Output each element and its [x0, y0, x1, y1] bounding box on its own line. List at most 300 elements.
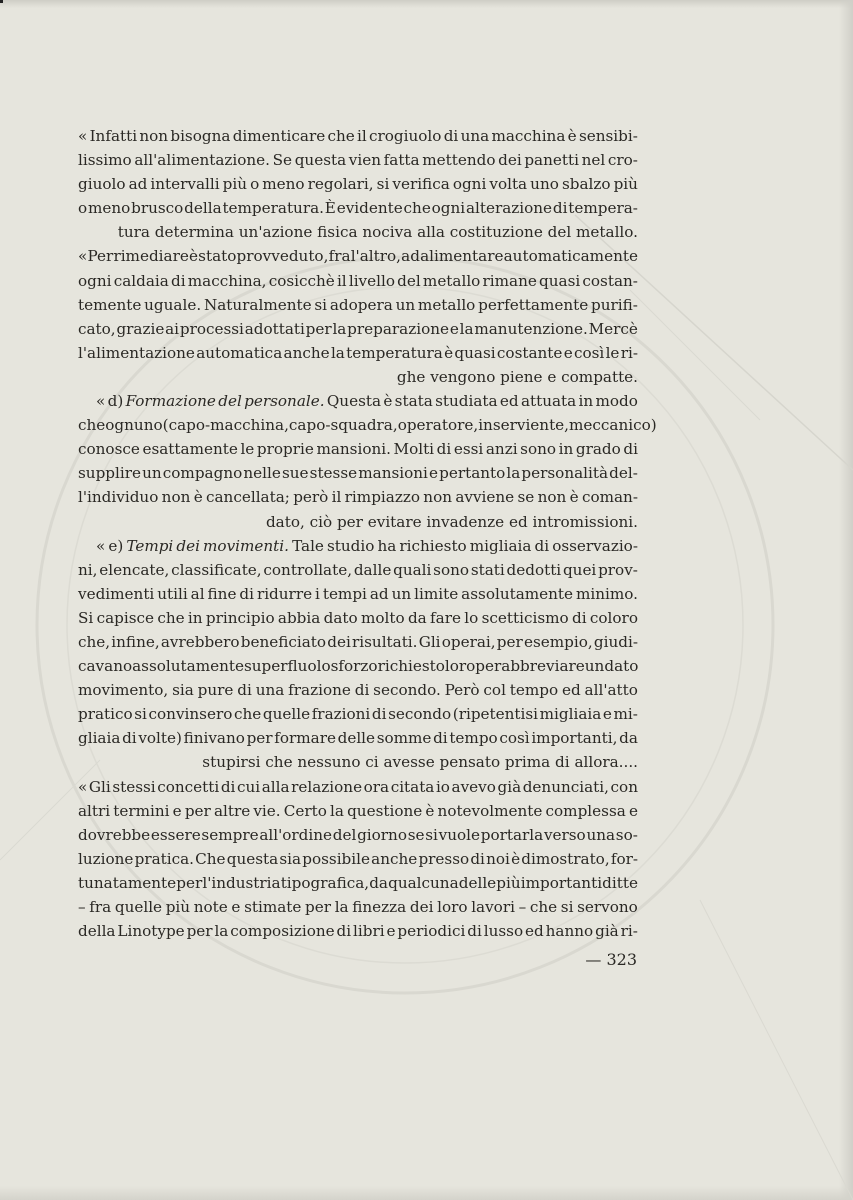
word: Si — [78, 608, 94, 627]
text-line — [78, 534, 638, 558]
word: adopera — [329, 295, 393, 314]
word: richiesto — [399, 536, 467, 555]
word: rimediare — [113, 247, 189, 266]
text-line — [78, 413, 657, 437]
word: vuole — [438, 825, 480, 844]
word: proprie — [256, 440, 314, 459]
word: verso — [543, 825, 586, 844]
word: secondo — [388, 705, 452, 724]
text-line — [78, 895, 638, 919]
word: qualcuna — [388, 873, 459, 892]
word: attuata — [520, 392, 577, 411]
word: capisce — [96, 608, 155, 627]
word: con — [610, 777, 638, 796]
word: pertanto — [439, 464, 506, 483]
word: ridurre — [256, 584, 313, 603]
word: tunatamente — [78, 873, 177, 892]
text-line — [78, 582, 638, 606]
word: anche — [283, 343, 330, 362]
word: all'atto — [584, 681, 638, 700]
word: tempo — [509, 681, 559, 700]
word: ri- — [620, 343, 638, 362]
word: sue — [281, 464, 309, 483]
word: rimane — [482, 271, 537, 290]
word: classificate, — [171, 560, 262, 579]
word: mi- — [613, 705, 638, 724]
text-line — [78, 317, 638, 341]
word: ad — [369, 584, 389, 603]
text-line — [78, 630, 638, 654]
word: anche — [371, 849, 418, 868]
word: la — [330, 343, 345, 362]
word: rimpiazzo — [344, 488, 420, 507]
word: esempio, — [523, 632, 593, 651]
word: grazie — [116, 319, 165, 338]
word: è — [569, 488, 579, 507]
word: la — [332, 319, 347, 338]
word: così — [499, 729, 530, 748]
word: purifi- — [591, 295, 638, 314]
word: ed — [561, 681, 581, 700]
word: un — [584, 657, 605, 676]
text-line-words: stupirsi che nessuno ci avesse pensato prima di allora.... — [202, 753, 638, 772]
word: la — [459, 319, 474, 338]
word: hanno — [545, 922, 594, 941]
word: controllate, — [263, 560, 353, 579]
word: ditte — [602, 873, 638, 892]
word: di — [433, 729, 448, 748]
word: so- — [615, 825, 638, 844]
word: superfluo — [243, 657, 317, 676]
word: stati — [470, 560, 505, 579]
word: la — [214, 922, 229, 941]
word: evidente — [336, 199, 403, 218]
word: convinsero — [148, 705, 233, 724]
text-line-words: ghe vengono piene e compatte. — [396, 367, 638, 386]
word: presso — [418, 849, 470, 868]
word: dato — [323, 608, 358, 627]
word: dei — [327, 632, 351, 651]
word: formare — [274, 729, 336, 748]
word: brusco — [131, 199, 184, 218]
word: di — [239, 584, 254, 603]
word: meno — [87, 199, 131, 218]
word: Gli — [418, 632, 441, 651]
word: frazione — [288, 681, 351, 700]
word: secondo. — [373, 681, 441, 700]
word: movimenti. — [203, 536, 289, 555]
word: manutenzione. — [474, 319, 588, 338]
word: Per — [87, 247, 114, 266]
word: osservazio- — [552, 536, 638, 555]
word: conosce — [78, 440, 140, 459]
word: beneficiato — [240, 632, 327, 651]
word: modo — [595, 392, 638, 411]
word: possibile — [302, 849, 370, 868]
word: ogni — [431, 199, 466, 218]
word: Tale — [292, 536, 324, 555]
text-line — [78, 678, 638, 702]
word: caldaia — [113, 271, 169, 290]
word: mansioni. — [316, 440, 391, 459]
word: macchina — [491, 127, 566, 145]
word: alla — [261, 777, 290, 796]
word: una — [586, 825, 616, 844]
word: di — [534, 536, 550, 555]
word: si — [560, 898, 574, 916]
word: fatta — [383, 151, 420, 170]
word: un — [395, 295, 416, 314]
word: Gli — [88, 777, 111, 796]
word: utili — [157, 584, 188, 603]
word: se — [407, 825, 425, 844]
word: sia — [279, 849, 302, 868]
word: loro — [437, 898, 468, 916]
word: quasi — [454, 343, 496, 362]
word: dimenticare — [232, 127, 326, 145]
word: inserviente, — [478, 416, 569, 435]
word: ha — [377, 536, 397, 555]
word: stimate — [244, 898, 302, 916]
word: denunciati, — [522, 777, 609, 796]
word: – — [78, 898, 86, 916]
text-line — [78, 341, 638, 365]
word: di — [336, 922, 352, 941]
word: giorno — [357, 825, 407, 844]
word: perfettamente — [478, 295, 589, 314]
word: adottati — [244, 319, 305, 338]
word: Mercè — [588, 319, 638, 338]
word: uguale. — [144, 295, 202, 314]
word: non — [161, 488, 191, 507]
word: importanti — [520, 873, 603, 892]
word: avrebbero — [160, 632, 240, 651]
word: assolutamente — [461, 584, 574, 603]
word: fine — [207, 584, 237, 603]
word: volta — [489, 175, 528, 194]
word: di — [371, 705, 387, 724]
word: col — [483, 681, 506, 700]
word: (capo-macchina, — [162, 416, 289, 435]
word: cui — [236, 777, 261, 796]
text-line — [78, 823, 638, 847]
word: automatica — [196, 343, 283, 362]
word: si — [376, 175, 390, 194]
word: migliaia — [469, 536, 532, 555]
word: la — [506, 464, 521, 483]
word: di — [552, 199, 568, 218]
word: sempre — [201, 825, 259, 844]
word: di — [354, 681, 370, 700]
word: altre — [213, 801, 251, 820]
word: dedotti — [506, 560, 562, 579]
word: del- — [609, 464, 638, 483]
word: dei — [498, 151, 522, 170]
word: di — [170, 271, 186, 290]
text-line — [78, 871, 638, 895]
word: servono — [577, 898, 638, 916]
word: sono — [433, 560, 470, 579]
word: e — [231, 898, 241, 916]
word: temente — [78, 295, 142, 314]
word: ed — [499, 392, 519, 411]
word: d) — [107, 392, 124, 411]
text-line — [78, 485, 638, 509]
word: Formazione — [125, 392, 216, 411]
word: studiata — [435, 392, 498, 411]
word: anzi — [485, 440, 518, 459]
word: citata — [390, 777, 435, 796]
word: coloro — [589, 608, 638, 627]
word: all'ordine — [259, 825, 333, 844]
text-line — [78, 148, 638, 172]
word: per — [176, 873, 203, 892]
word: al — [190, 584, 205, 603]
word: prov- — [598, 560, 638, 579]
word: di — [623, 440, 638, 459]
word: vien — [348, 151, 382, 170]
word: pure — [197, 681, 234, 700]
text-line — [78, 726, 638, 750]
word: dimostrato, — [521, 849, 610, 868]
word: quali — [393, 560, 432, 579]
word: scetticismo — [481, 608, 569, 627]
word: periodici — [397, 922, 466, 941]
word: pratica. — [134, 849, 194, 868]
word: una — [255, 681, 285, 700]
word: cosicchè — [268, 271, 335, 290]
word: Infatti — [89, 127, 138, 145]
word: sia — [172, 681, 194, 700]
word: « — [78, 777, 88, 796]
word: quei — [562, 560, 597, 579]
word: noi — [486, 849, 510, 868]
word: Certo — [283, 801, 327, 820]
word: è — [444, 343, 454, 362]
word: processi — [179, 319, 244, 338]
word: che — [403, 199, 431, 218]
word: regolari, — [307, 175, 374, 194]
word: movimento, — [78, 681, 169, 700]
word: per — [186, 922, 213, 941]
text-line — [78, 365, 638, 389]
word: finezza — [352, 898, 407, 916]
word: notevolmente — [437, 801, 543, 820]
word: Però — [444, 681, 480, 700]
word: di — [467, 922, 482, 941]
word: note — [193, 898, 228, 916]
word: delle — [337, 729, 376, 748]
word: uno — [530, 175, 559, 194]
word: nel — [581, 151, 606, 170]
word: quelle — [114, 898, 163, 916]
word: Naturalmente — [203, 295, 312, 314]
text-line — [78, 437, 638, 461]
page-number: — 323 — [585, 950, 637, 969]
text-line — [78, 220, 638, 244]
word: lo — [464, 608, 479, 627]
word: giuolo — [78, 175, 126, 194]
word: volte) — [138, 729, 182, 748]
word: per — [246, 729, 273, 748]
word: coman- — [581, 488, 638, 507]
word: ogni — [452, 175, 487, 194]
word: cavano — [78, 657, 133, 676]
word: preparazione — [347, 319, 450, 338]
word: però — [293, 488, 329, 507]
word: metallo — [422, 271, 481, 290]
word: nelle — [243, 464, 281, 483]
word: stessi — [112, 777, 156, 796]
word: studio — [327, 536, 375, 555]
word: operatore, — [397, 416, 479, 435]
word: finivano — [183, 729, 245, 748]
word: for- — [610, 849, 638, 868]
word: tipografica, — [280, 873, 370, 892]
word: supplire — [78, 464, 141, 483]
word: in — [558, 440, 574, 459]
word: alimentare — [420, 247, 504, 266]
word: mansioni — [358, 464, 428, 483]
word: questione — [347, 801, 423, 820]
word: « — [96, 536, 106, 555]
word: frazioni — [311, 705, 371, 724]
word: sbalzo — [561, 175, 611, 194]
word: automaticamente — [503, 247, 638, 266]
text-line — [78, 775, 638, 799]
word: somme — [376, 729, 432, 748]
word: del — [332, 825, 357, 844]
word: importanti, — [531, 729, 618, 748]
word: in — [578, 392, 594, 411]
word: da — [407, 608, 427, 627]
word: portarla — [480, 825, 544, 844]
word: l'individuo — [78, 488, 159, 507]
word: libri — [353, 922, 385, 941]
word: lo — [316, 657, 331, 676]
word: si — [134, 705, 147, 724]
text-line — [78, 269, 638, 293]
word: principio — [205, 608, 275, 627]
text-line — [78, 124, 638, 148]
word: cancellata; — [206, 488, 290, 507]
word: più — [222, 175, 248, 194]
word: costante — [496, 343, 563, 362]
word: da — [619, 729, 638, 748]
word: stato — [198, 247, 237, 266]
word: e — [602, 705, 612, 724]
text-line — [78, 461, 638, 485]
word: in — [187, 608, 203, 627]
word: dei — [409, 898, 434, 916]
word: dei — [176, 536, 200, 555]
word: « — [96, 392, 106, 411]
word: È — [324, 199, 336, 218]
word: più — [613, 175, 638, 194]
text-line — [78, 919, 638, 943]
word: meno — [262, 175, 305, 194]
word: il — [357, 127, 367, 145]
word: capo-squadra, — [288, 416, 398, 435]
word: l'industria — [202, 873, 281, 892]
word: limite — [414, 584, 459, 603]
word: le — [240, 440, 255, 459]
word: all'alimentazione. — [134, 151, 271, 170]
word: crogiuolo — [369, 127, 442, 145]
word: panetti — [524, 151, 579, 170]
word: ognuno — [105, 416, 163, 435]
word: delle — [458, 873, 497, 892]
word: e — [429, 464, 439, 483]
word: di — [237, 681, 252, 700]
word: tempera- — [568, 199, 638, 218]
word: non — [139, 127, 169, 145]
word: lavori — [471, 898, 515, 916]
word: di — [220, 777, 236, 796]
word: è — [193, 488, 203, 507]
word: complessa — [545, 801, 626, 820]
word: macchina, — [187, 271, 267, 290]
word: ai — [165, 319, 180, 338]
word: gliaia — [78, 729, 121, 748]
word: ad — [401, 247, 420, 266]
word: per — [305, 898, 332, 916]
word: temperatura — [346, 343, 443, 362]
word: di — [572, 608, 587, 627]
word: di — [470, 849, 485, 868]
text-line — [78, 196, 638, 220]
text-line — [78, 558, 638, 582]
body-text — [78, 124, 657, 943]
watermark-diagonal-line-4 — [700, 900, 853, 1200]
word: Linotype — [117, 922, 185, 941]
word: sensibi- — [578, 127, 638, 145]
word: essere — [150, 825, 201, 844]
word: quasi — [539, 271, 581, 290]
word: tempi — [322, 584, 367, 603]
word: è — [425, 801, 435, 820]
word: vedimenti — [78, 584, 155, 603]
word: e — [172, 801, 182, 820]
word: Se — [272, 151, 293, 170]
word: ad — [128, 175, 148, 194]
word: lissimo — [78, 151, 132, 170]
word: che — [233, 705, 262, 724]
text-line — [78, 244, 638, 268]
word: questa — [294, 151, 347, 170]
word: fra — [328, 247, 351, 266]
word: « — [78, 247, 88, 266]
word: vie. — [253, 801, 281, 820]
word: alterazione — [465, 199, 553, 218]
word: più — [496, 873, 521, 892]
text-line — [78, 172, 638, 196]
word: migliaia — [539, 705, 602, 724]
word: assolutamente — [132, 657, 244, 676]
word: la — [334, 898, 349, 916]
word: minimo. — [575, 584, 638, 603]
word: sforzo — [330, 657, 378, 676]
word: che — [78, 416, 106, 435]
word: compagno — [162, 464, 243, 483]
word: ogni — [78, 271, 112, 290]
word: che — [327, 127, 355, 145]
word: l'alimentazione — [78, 343, 195, 362]
word: della — [78, 922, 116, 941]
text-line — [78, 750, 638, 774]
word: meccanico) — [569, 416, 657, 435]
word: i — [315, 584, 320, 603]
